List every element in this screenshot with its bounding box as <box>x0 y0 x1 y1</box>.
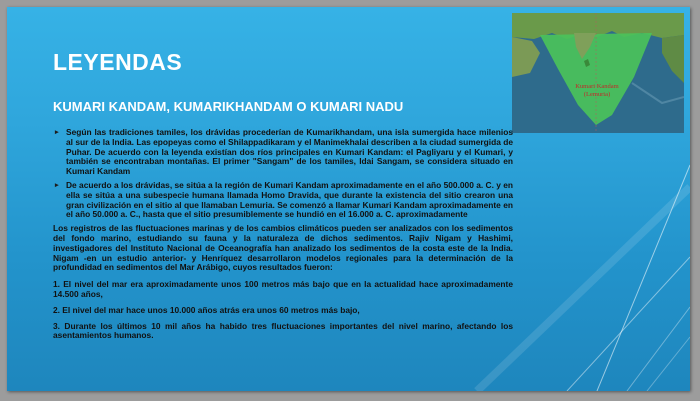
bullet-item-2 <box>53 181 513 220</box>
slide-body <box>53 128 513 341</box>
map-label-line2: (Lemuria) <box>583 91 611 98</box>
bullet-list <box>53 128 513 220</box>
kumari-kandam-map-image <box>512 13 684 133</box>
research-section <box>40 224 513 341</box>
slide-title: LEYENDAS <box>53 49 183 75</box>
slide-subtitle: KUMARI KANDAM, KUMARIKHANDAM O KUMARI NADU <box>53 99 404 114</box>
bullet-arrow-icon: ▸ <box>55 129 59 136</box>
bullet-item-1 <box>53 128 513 177</box>
map-label <box>564 83 630 99</box>
result-item-3: 3. Durante los últimos 10 mil años ha habido tres fluctuaciones importantes del nivel marino, afectando los asentamientos humanos. <box>53 320 513 341</box>
result-item-1: 1. El nivel del mar era aproximadamente unos 100 metros más bajo que en la actualidad hace aproximadamente 14.500 años, <box>53 279 513 299</box>
result-item-2: 2. El nivel del mar hace unos 10.000 años atrás era unos 60 metros más bajo, <box>53 304 360 315</box>
slide <box>7 7 690 391</box>
bullet-arrow-icon: ▸ <box>55 181 59 189</box>
bullet-text-1: Según las tradiciones tamiles, los drávidas procederían de Kumarikhandam, una isla sumergida hace milenios al sur de la India. Las epopeyas como el Shilappadikaram y el Manimekhalai describen a la ciudad sumergida de Puhar. De acuerdo con la leyenda existían dos ríos principales en Kumari Kandam: el Pagliyaru y el Kumari, y también se encontraban montañas. El primer "Sangam" de los tamiles, Idai Sangam, se considera situado en Kumari Kandam <box>66 127 513 177</box>
research-paragraph: Los registros de las fluctuaciones marinas y de los cambios climáticos pueden ser analizados con los sedimentos del fondo marino, estudiando su fauna y la naturaleza de dichos sedimentos. Rajiv Nigam y Hashimi, investigadores del Instituto Nacional de Oceanografía han analizado los sedimentos de la costa este de la India. Nigam -en un estudio anterior- y Henríquez desarrollaron modelos regionales para la determinación de la profundidad en sedimentos del Mar Arábigo, cuyos resultados fueron: <box>53 223 513 273</box>
bullet-text-2: De acuerdo a los drávidas, se sitúa a la región de Kumari Kandam aproximadamente en el año 500.000 a. C. y en ella se sitúa a una subespecie humana llamada Homo Dravida, que durante la existencia del sitio crearon una gran civilización en el sitio al que llamaban Lemuria. Se comenzó a llamar Kumari Kandam aproximadamente en el año 50.000 a. C., hasta que el sitio presumiblemente se hundió en el 16.000 a. C. aproximadamente <box>66 179 513 220</box>
map-label-line1: Kumari Kandam <box>575 83 619 90</box>
